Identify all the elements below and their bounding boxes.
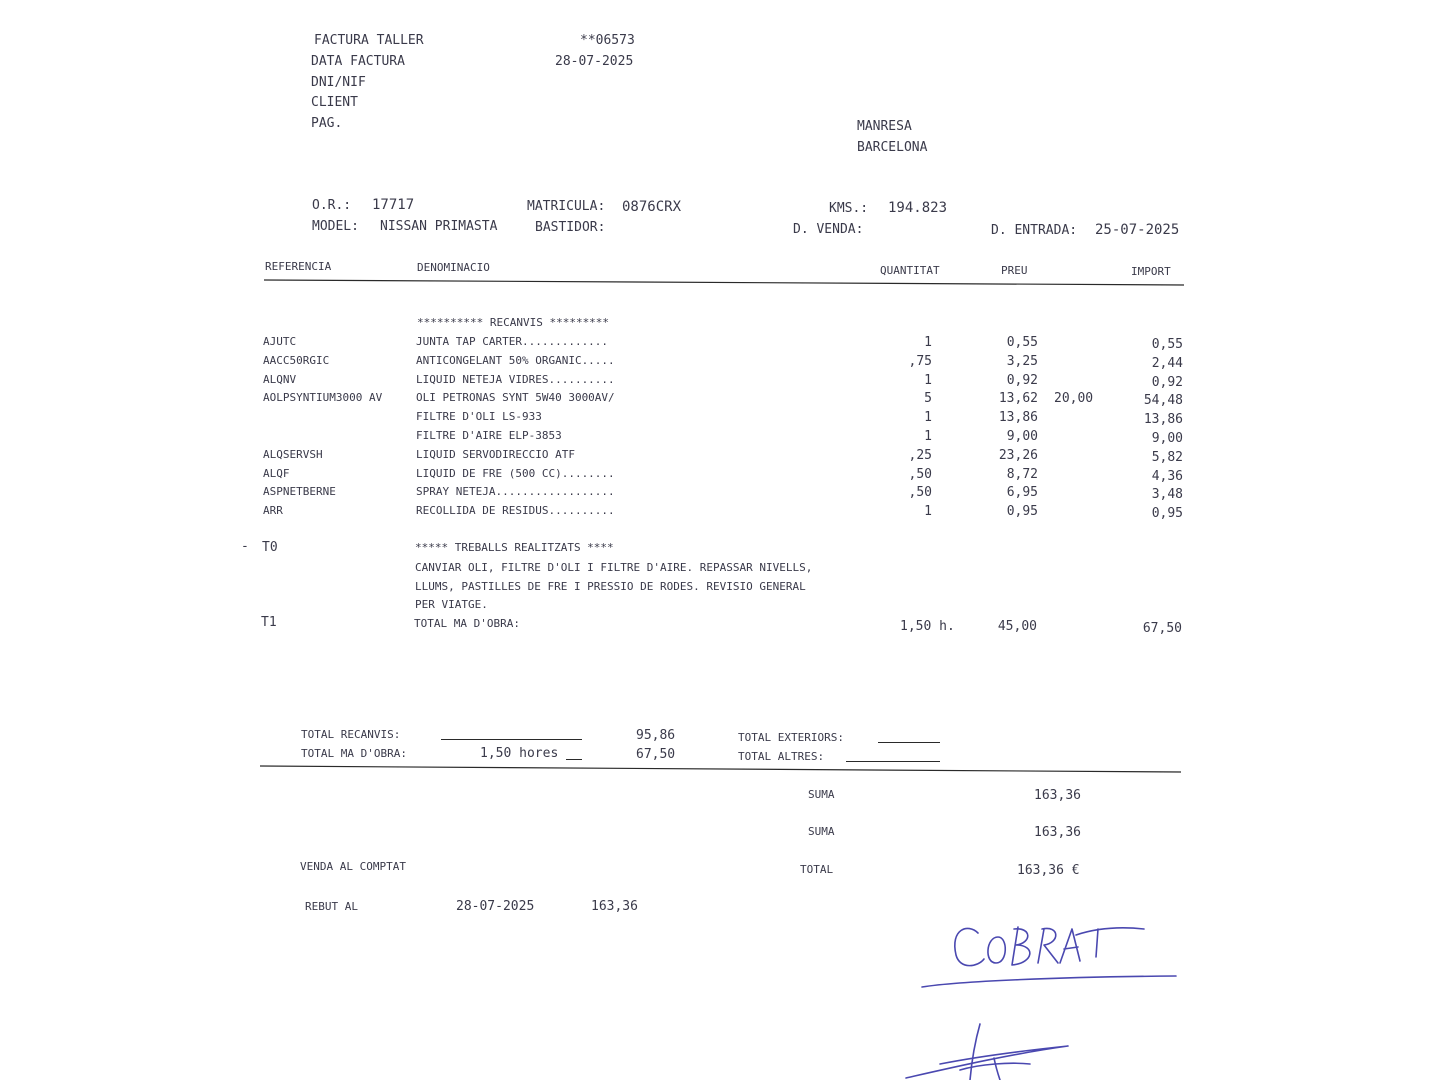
total-parts-value: 95,86 — [636, 728, 676, 743]
part-amount: 0,92 — [1151, 374, 1183, 390]
part-description: LIQUID NETEJA VIDRES.......... — [416, 372, 615, 386]
part-amount: 13,86 — [1143, 412, 1183, 428]
dni-label: DNI/NIF — [311, 75, 366, 90]
part-amount: 5,82 — [1151, 449, 1183, 465]
col-header-amount: IMPORT — [1131, 265, 1171, 278]
col-header-description: DENOMINACIO — [417, 261, 490, 274]
kms-label: KMS.: — [829, 201, 869, 216]
table-row — [0, 374, 1440, 392]
part-reference: AJUTC — [263, 335, 297, 348]
table-row — [0, 392, 1440, 410]
part-reference: AOLPSYNTIUM3000 AV — [263, 391, 383, 405]
labour-description-line3: PER VIATGE. — [415, 598, 488, 611]
total-parts-leader — [441, 739, 582, 740]
table-row — [0, 355, 1440, 373]
table-row — [0, 505, 1440, 523]
part-description: FILTRE D'OLI LS-933 — [416, 410, 542, 424]
col-header-reference: REFERENCIA — [265, 260, 332, 273]
part-unit-price: 0,95 — [1006, 504, 1038, 520]
sale-date-label: D. VENDA: — [793, 222, 864, 237]
part-quantity: 1 — [924, 372, 932, 388]
part-unit-price: 6,95 — [1006, 485, 1038, 501]
part-description: JUNTA TAP CARTER............. — [416, 335, 609, 348]
part-quantity: ,50 — [908, 466, 932, 482]
part-reference: ALQSERVSH — [263, 447, 323, 461]
total-labour-hours: 1,50 hores — [480, 746, 559, 761]
table-row — [0, 430, 1440, 448]
table-row — [0, 468, 1440, 486]
part-reference: ASPNETBERNE — [263, 485, 336, 499]
part-reference: ALQNV — [263, 372, 297, 386]
part-description: SPRAY NETEJA.................. — [416, 485, 615, 499]
total-exteriors-leader — [878, 742, 940, 743]
total-others-label: TOTAL ALTRES: — [738, 750, 825, 763]
labour-heading: ***** TREBALLS REALITZATS **** — [415, 541, 614, 554]
total-others-leader — [846, 761, 940, 762]
table-row — [0, 486, 1440, 504]
subtotal-value-1: 163,36 — [1034, 788, 1081, 803]
invoice-date: 28-07-2025 — [555, 54, 634, 69]
part-reference: ARR — [263, 504, 283, 518]
part-reference: ALQF — [263, 466, 290, 480]
t1-reference: T1 — [261, 615, 277, 630]
t1-description: TOTAL MA D'OBRA: — [414, 617, 520, 630]
receipt-date: 28-07-2025 — [456, 899, 535, 914]
part-amount: 0,55 — [1151, 337, 1183, 352]
part-description: RECOLLIDA DE RESIDUS.......... — [416, 504, 615, 518]
table-row — [0, 411, 1440, 429]
total-exteriors-label: TOTAL EXTERIORS: — [738, 731, 844, 744]
t0-reference: T0 — [262, 540, 278, 555]
total-labour-label: TOTAL MA D'OBRA: — [301, 747, 407, 760]
subtotal-label-2: SUMA — [808, 825, 835, 838]
part-unit-price: 0,55 — [1006, 335, 1038, 350]
part-quantity: 5 — [924, 391, 932, 407]
model-label: MODEL: — [312, 219, 359, 234]
part-quantity: 1 — [924, 410, 932, 426]
total-labour-leader — [566, 759, 582, 760]
t1-price: 45,00 — [997, 619, 1037, 634]
part-unit-price: 3,25 — [1006, 353, 1038, 369]
part-description: LIQUID DE FRE (500 CC)........ — [416, 466, 615, 480]
part-quantity: 1 — [924, 429, 932, 444]
part-amount: 3,48 — [1151, 487, 1183, 503]
entry-date-label: D. ENTRADA: — [991, 223, 1078, 238]
part-description: OLI PETRONAS SYNT 5W40 3000AV/ — [416, 391, 615, 405]
table-row — [0, 449, 1440, 467]
plate-number: 0876CRX — [622, 199, 682, 215]
part-description: ANTICONGELANT 50% ORGANIC..... — [416, 353, 615, 367]
part-discount: 20,00 — [1054, 391, 1094, 407]
t1-quantity: 1,50 h. — [900, 619, 955, 634]
part-unit-price: 13,62 — [998, 391, 1038, 407]
or-label: O.R.: — [312, 198, 352, 213]
receipt-label: REBUT AL — [305, 900, 358, 913]
table-row — [0, 336, 1440, 354]
signature — [900, 1018, 1080, 1080]
t0-mark: - — [241, 539, 249, 554]
grand-total-label: TOTAL — [800, 863, 834, 876]
chassis-label: BASTIDOR: — [535, 220, 606, 235]
part-quantity: 1 — [924, 335, 932, 350]
grand-total-value: 163,36 € — [1017, 863, 1080, 878]
paid-handwritten-stamp — [900, 915, 1190, 995]
part-unit-price: 23,26 — [998, 447, 1038, 463]
or-number: 17717 — [372, 197, 415, 213]
invoice-date-label: DATA FACTURA — [311, 54, 405, 69]
entry-date: 25-07-2025 — [1095, 222, 1180, 238]
address-province: BARCELONA — [857, 140, 928, 155]
part-amount: 4,36 — [1151, 468, 1183, 484]
part-quantity: ,25 — [908, 447, 932, 463]
model-value: NISSAN PRIMASTA — [380, 219, 498, 234]
address-city: MANRESA — [857, 119, 912, 134]
part-description: FILTRE D'AIRE ELP-3853 — [416, 429, 562, 442]
part-unit-price: 8,72 — [1006, 466, 1038, 482]
client-label: CLIENT — [311, 95, 358, 110]
col-header-quantity: QUANTITAT — [880, 264, 940, 277]
labour-description-line1: CANVIAR OLI, FILTRE D'OLI I FILTRE D'AIRE. REPASSAR NIVELLS, — [415, 561, 813, 574]
part-amount: 0,95 — [1151, 506, 1183, 522]
part-unit-price: 9,00 — [1006, 429, 1038, 444]
plate-label: MATRICULA: — [527, 199, 606, 214]
part-quantity: ,50 — [908, 485, 932, 501]
total-labour-value: 67,50 — [636, 747, 676, 762]
part-unit-price: 0,92 — [1006, 372, 1038, 388]
part-unit-price: 13,86 — [998, 410, 1038, 426]
kms-value: 194.823 — [888, 200, 948, 216]
labour-description-line2: LLUMS, PASTILLES DE FRE I PRESSIO DE RODES. REVISIO GENERAL — [415, 580, 806, 593]
part-amount: 9,00 — [1151, 431, 1183, 446]
invoice-type-label: FACTURA TALLER — [314, 33, 424, 48]
part-quantity: ,75 — [908, 353, 932, 369]
t1-amount: 67,50 — [1142, 621, 1182, 636]
page-label: PAG. — [311, 116, 343, 131]
invoice-number: **06573 — [580, 33, 635, 48]
part-amount: 54,48 — [1143, 393, 1183, 409]
subtotal-value-2: 163,36 — [1034, 825, 1081, 840]
total-parts-label: TOTAL RECANVIS: — [301, 728, 401, 741]
part-description: LIQUID SERVODIRECCIO ATF — [416, 447, 575, 461]
parts-heading: ********** RECANVIS ********* — [417, 316, 610, 329]
part-reference: AACC50RGIC — [263, 353, 330, 367]
part-amount: 2,44 — [1151, 355, 1183, 371]
part-quantity: 1 — [924, 504, 932, 520]
payment-mode: VENDA AL COMPTAT — [300, 860, 406, 873]
receipt-amount: 163,36 — [591, 899, 638, 914]
col-header-price: PREU — [1001, 264, 1028, 277]
subtotal-label-1: SUMA — [808, 788, 835, 801]
